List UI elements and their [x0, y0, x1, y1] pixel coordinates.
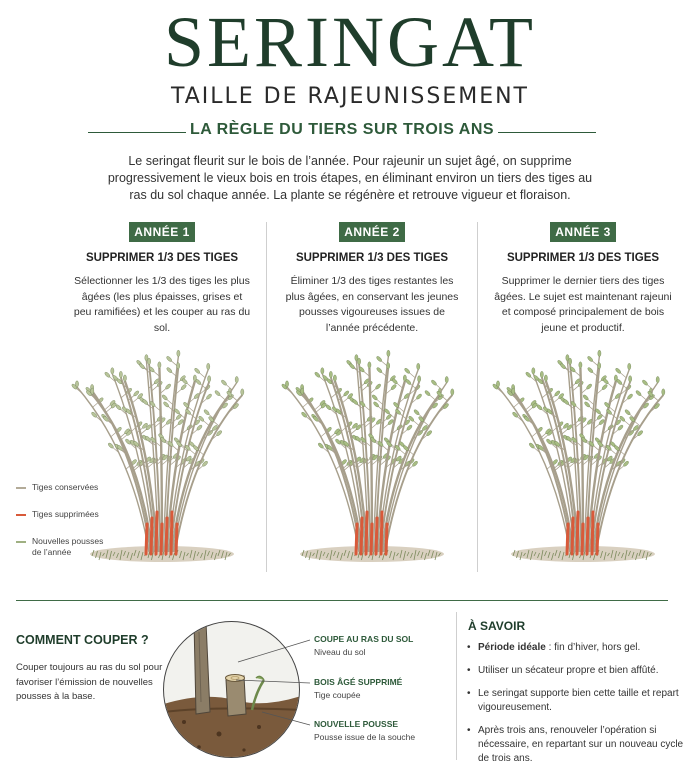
- tip-text: : fin d’hiver, hors gel.: [545, 642, 641, 653]
- callout-title: BOIS ÂGÉ SUPPRIMÉ: [314, 677, 403, 687]
- how-to-cut-text: Couper toujours au ras du sol pour favoriser l’émission de nouvelles pousses à la base.: [16, 662, 163, 702]
- tip-item: [466, 724, 688, 766]
- callout-new-shoot: [314, 719, 434, 742]
- step-badge: ANNÉE 2: [339, 222, 405, 242]
- tip-item: [466, 641, 688, 655]
- shrub-illustration: [483, 332, 683, 582]
- tip-strong: Période idéale: [478, 642, 546, 653]
- page-title: SERINGAT: [163, 2, 536, 82]
- step-badge: ANNÉE 3: [550, 222, 616, 242]
- cut-detail-drawing: [164, 622, 300, 758]
- legend-item-new: [16, 536, 106, 558]
- legend-swatch: [16, 514, 26, 516]
- tip-item: [466, 664, 688, 678]
- rule-line-right: [498, 132, 596, 133]
- bottom-divider: [456, 612, 457, 760]
- rule-title: LA RÈGLE DU TIERS SUR TROIS ANS: [189, 121, 495, 138]
- step-text: Supprimer le dernier tiers des tiges âgées. Le sujet est maintenant rajeuni et composé principalement de bois jeune et productif.: [494, 275, 672, 334]
- legend-item-kept: [16, 482, 106, 493]
- step-heading: SUPPRIMER 1/3 DES TIGES: [85, 252, 239, 264]
- legend-swatch: [16, 487, 26, 489]
- step-year-3: [478, 222, 688, 584]
- step-heading: SUPPRIMER 1/3 DES TIGES: [295, 252, 449, 264]
- legend: [16, 482, 106, 574]
- step-text: Éliminer 1/3 des tiges restantes les plus âgées, en conservant les jeunes pousses vigoureuses issues de l’année précédente.: [285, 275, 459, 334]
- legend-label: Tiges supprimées: [32, 509, 99, 519]
- tips-list: [466, 641, 688, 768]
- tip-text: Utiliser un sécateur propre et bien affûté.: [478, 665, 659, 676]
- tip-text: Après trois ans, renouveler l’opération si nécessaire, en repartant sur un nouveau cycle de trois ans.: [478, 725, 684, 764]
- legend-label: Nouvelles pousses de l’année: [32, 536, 104, 557]
- step-year-2: [267, 222, 477, 584]
- callout-cut-level: [314, 634, 434, 657]
- step-text: Sélectionner les 1/3 des tiges les plus âgées (les plus épaisses, grises et peu ramifiées) et les couper au ras du sol.: [73, 275, 251, 334]
- callout-title: NOUVELLE POUSSE: [314, 719, 399, 729]
- how-to-cut-title: COMMENT COUPER ?: [16, 633, 149, 647]
- intro-text: Le seringat fleurit sur le bois de l’année. Pour rajeunir un sujet âgé, on supprime progressivement le vieux bois en trois étapes, en éliminant environ un tiers des tiges au ras du sol chaque année. La plante se régénère et retrouve vigueur et floraison.: [107, 154, 593, 202]
- tip-item: [466, 687, 688, 715]
- cut-detail-illustration: [163, 621, 300, 758]
- callout-sub: Tige coupée: [314, 690, 361, 700]
- callout-title: COUPE AU RAS DU SOL: [314, 634, 414, 644]
- tip-text: Le seringat supporte bien cette taille et repart vigoureusement.: [478, 688, 679, 713]
- step-badge: ANNÉE 1: [129, 222, 195, 242]
- shrub-illustration: [272, 332, 472, 582]
- section-rule: [88, 121, 596, 143]
- callout-sub: Niveau du sol: [314, 647, 366, 657]
- page-subtitle: TAILLE DE RAJEUNISSEMENT: [171, 84, 529, 109]
- step-heading: SUPPRIMER 1/3 DES TIGES: [506, 252, 660, 264]
- tips-title: À SAVOIR: [468, 619, 526, 633]
- legend-swatch: [16, 541, 26, 543]
- legend-label: Tiges conservées: [32, 482, 99, 492]
- section-divider: [16, 600, 668, 601]
- legend-item-removed: [16, 509, 106, 520]
- callout-removed-wood: [314, 677, 434, 700]
- callout-sub: Pousse issue de la souche: [314, 732, 416, 742]
